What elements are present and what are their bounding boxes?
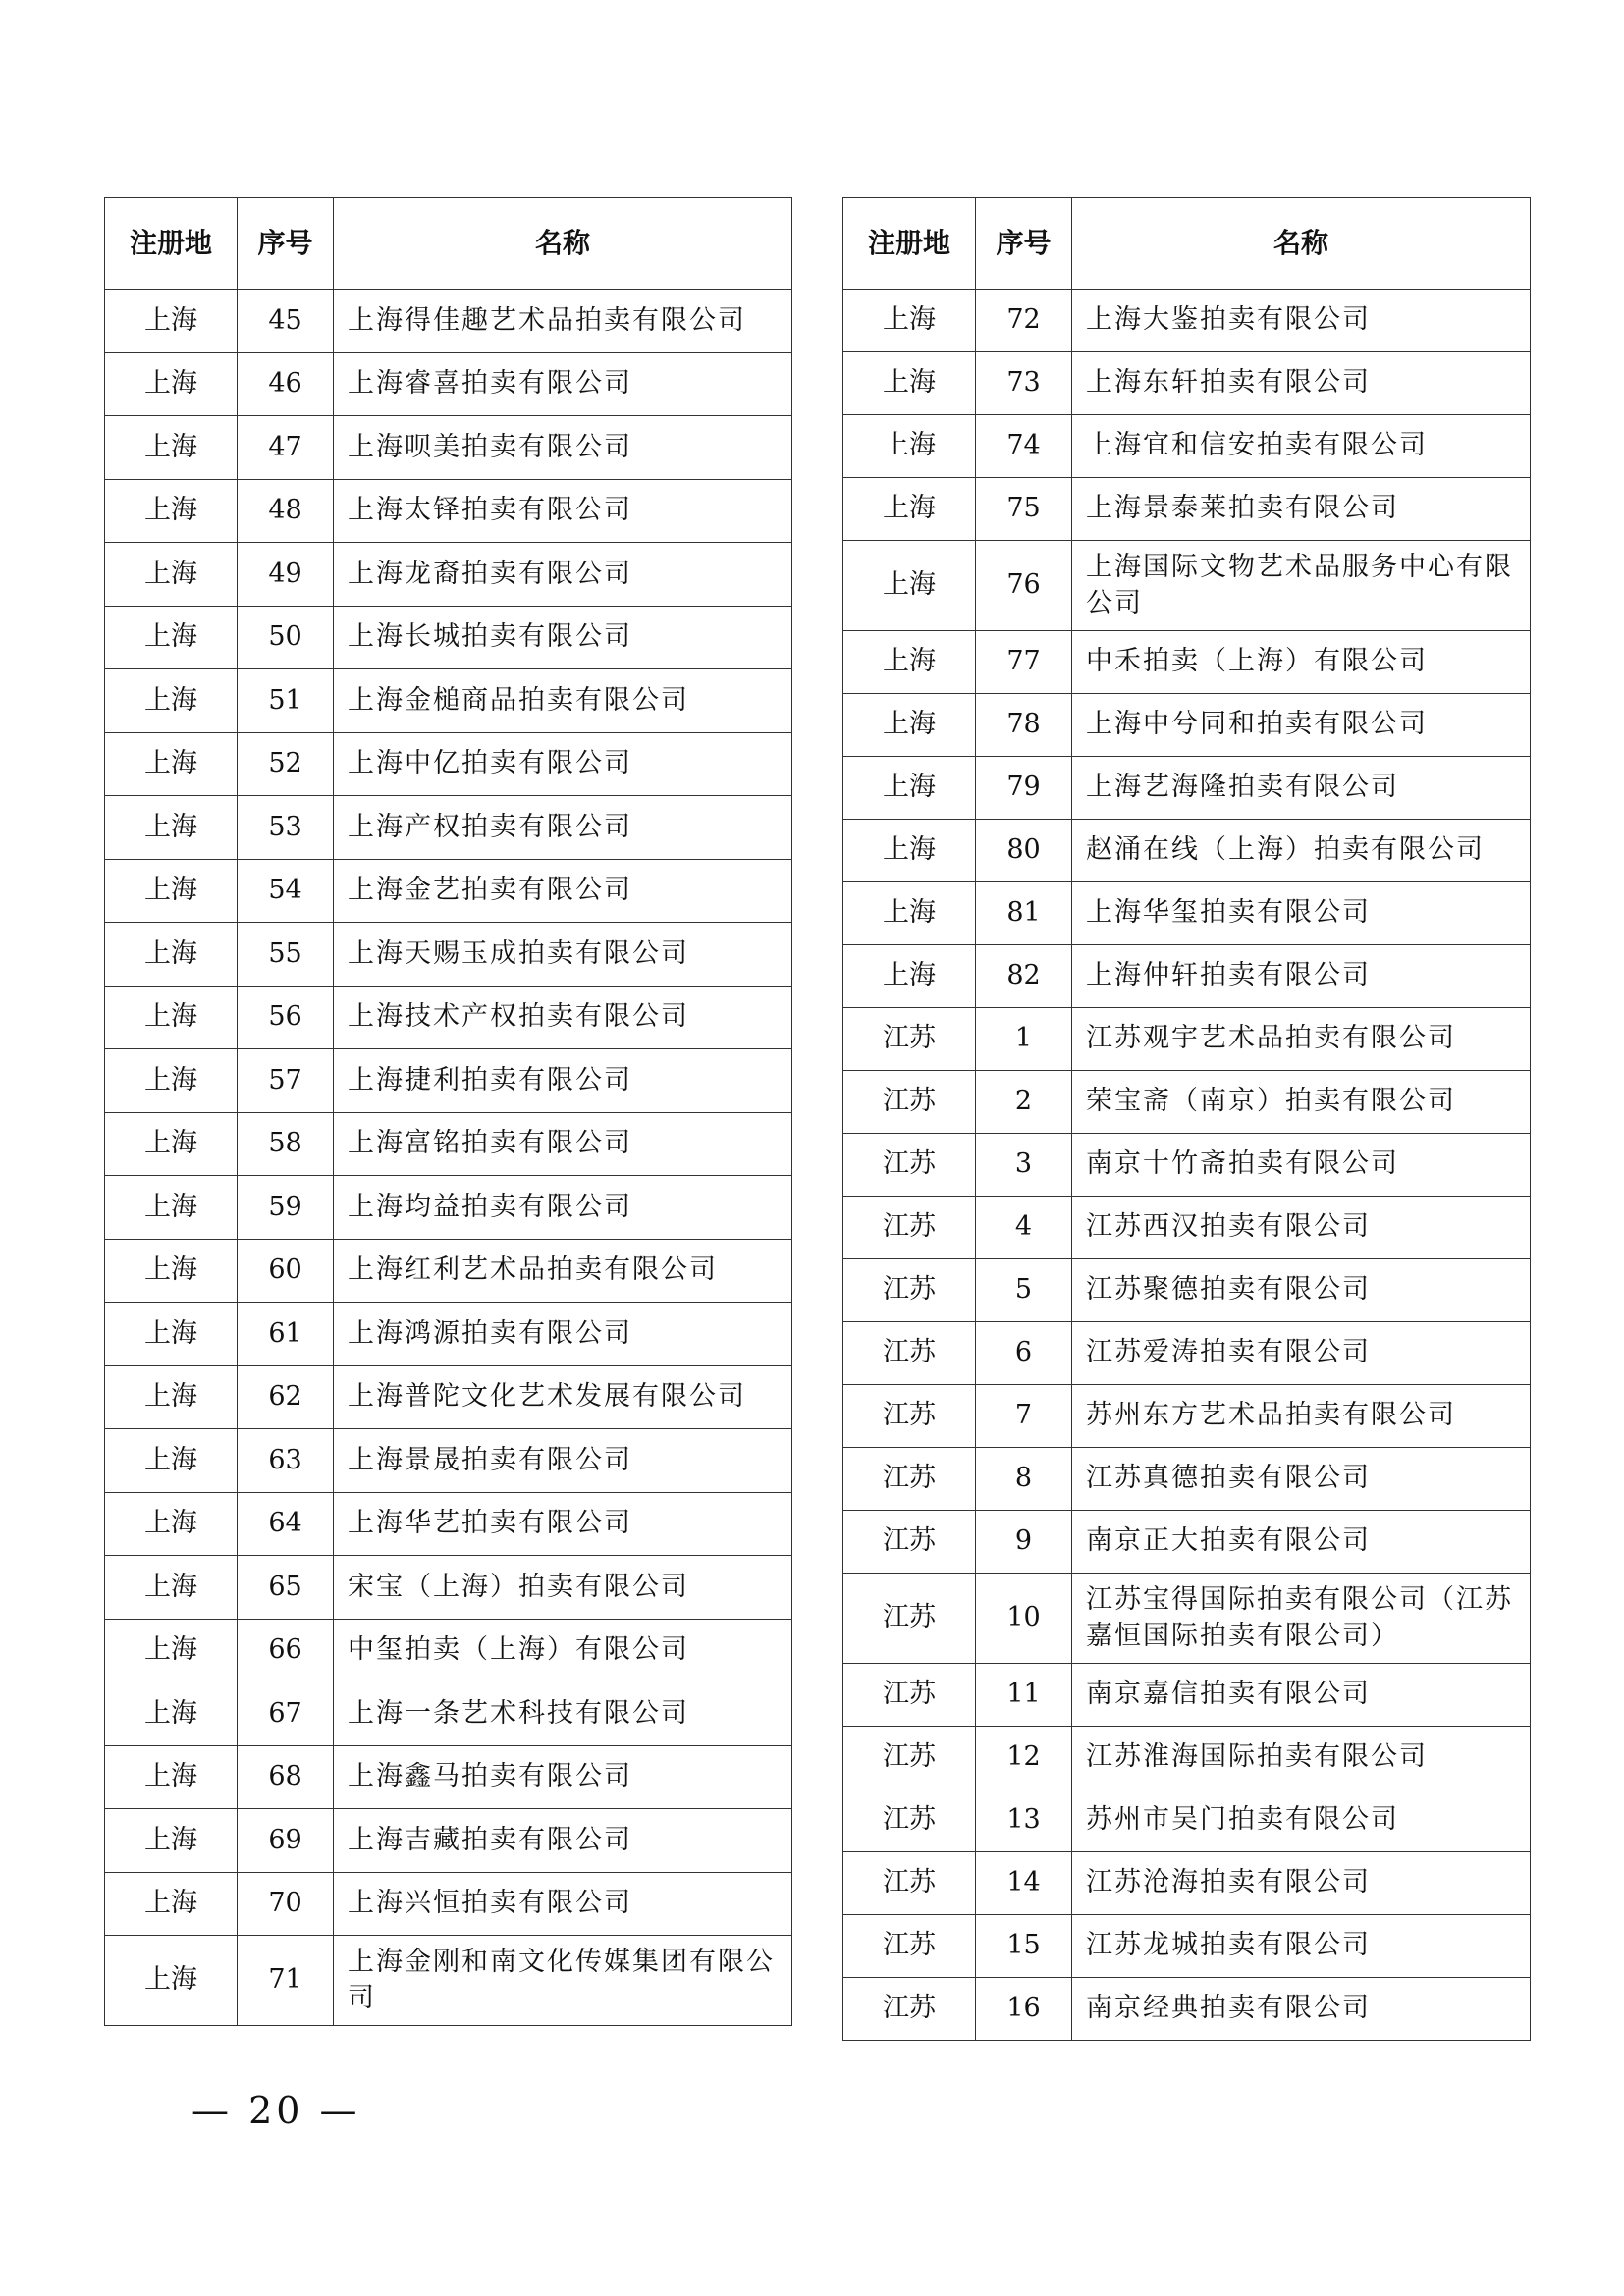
header-place: 注册地 (105, 198, 238, 290)
cell-name: 上海长城拍卖有限公司 (334, 606, 792, 669)
cell-name: 南京嘉信拍卖有限公司 (1072, 1664, 1531, 1727)
cell-place: 上海 (843, 290, 976, 352)
cell-name: 南京十竹斋拍卖有限公司 (1072, 1134, 1531, 1197)
table-row (843, 1852, 1531, 1915)
cell-place: 上海 (105, 1176, 238, 1240)
header-row (843, 198, 1531, 290)
cell-seq: 5 (976, 1259, 1072, 1322)
cell-seq: 60 (238, 1239, 334, 1303)
table-row (105, 1872, 792, 1936)
cell-seq: 7 (976, 1385, 1072, 1448)
cell-name: 上海天赐玉成拍卖有限公司 (334, 923, 792, 987)
cell-name: 中玺拍卖（上海）有限公司 (334, 1619, 792, 1682)
cell-place: 江苏 (843, 1852, 976, 1915)
cell-place: 上海 (105, 1936, 238, 2026)
cell-place: 上海 (105, 1303, 238, 1366)
cell-seq: 80 (976, 820, 1072, 882)
header-name: 名称 (1072, 198, 1531, 290)
cell-place: 上海 (843, 478, 976, 541)
registry-table-left (104, 197, 792, 2026)
table-row (105, 352, 792, 416)
cell-name: 苏州东方艺术品拍卖有限公司 (1072, 1385, 1531, 1448)
table-row (105, 1365, 792, 1429)
cell-place: 上海 (105, 1049, 238, 1113)
header-place: 注册地 (843, 198, 976, 290)
table-row (843, 882, 1531, 945)
cell-place: 上海 (105, 923, 238, 987)
cell-place: 上海 (843, 541, 976, 631)
cell-seq: 61 (238, 1303, 334, 1366)
cell-name: 上海吉藏拍卖有限公司 (334, 1809, 792, 1873)
cell-seq: 70 (238, 1872, 334, 1936)
cell-name: 上海红利艺术品拍卖有限公司 (334, 1239, 792, 1303)
cell-name: 上海金刚和南文化传媒集团有限公司 (334, 1936, 792, 2026)
cell-place: 江苏 (843, 1134, 976, 1197)
cell-seq: 78 (976, 694, 1072, 757)
cell-name: 上海富铭拍卖有限公司 (334, 1112, 792, 1176)
cell-place: 江苏 (843, 1259, 976, 1322)
cell-seq: 77 (976, 631, 1072, 694)
cell-place: 江苏 (843, 1978, 976, 2041)
cell-place: 上海 (843, 352, 976, 415)
cell-name: 上海中亿拍卖有限公司 (334, 732, 792, 796)
table-row (843, 1008, 1531, 1071)
cell-seq: 72 (976, 290, 1072, 352)
table-row (105, 543, 792, 607)
cell-seq: 79 (976, 757, 1072, 820)
cell-seq: 73 (976, 352, 1072, 415)
cell-name: 上海鑫马拍卖有限公司 (334, 1745, 792, 1809)
cell-name: 荣宝斋（南京）拍卖有限公司 (1072, 1071, 1531, 1134)
table-row (105, 1619, 792, 1682)
cell-name: 江苏爱涛拍卖有限公司 (1072, 1322, 1531, 1385)
page-number: — 20 — (191, 2089, 361, 2132)
table-row (105, 669, 792, 733)
cell-place: 上海 (105, 1619, 238, 1682)
table-row (843, 1978, 1531, 2041)
cell-place: 上海 (105, 1745, 238, 1809)
cell-name: 江苏龙城拍卖有限公司 (1072, 1915, 1531, 1978)
cell-name: 上海景晟拍卖有限公司 (334, 1429, 792, 1493)
cell-seq: 71 (238, 1936, 334, 2026)
cell-name: 上海得佳趣艺术品拍卖有限公司 (334, 290, 792, 353)
table-row (843, 694, 1531, 757)
cell-place: 上海 (843, 694, 976, 757)
cell-place: 上海 (105, 606, 238, 669)
table-row (105, 1556, 792, 1620)
table-row (843, 757, 1531, 820)
table-row (843, 290, 1531, 352)
table-row (843, 1727, 1531, 1789)
cell-seq: 1 (976, 1008, 1072, 1071)
cell-seq: 3 (976, 1134, 1072, 1197)
header-seq: 序号 (238, 198, 334, 290)
cell-seq: 48 (238, 479, 334, 543)
cell-name: 南京正大拍卖有限公司 (1072, 1511, 1531, 1574)
cell-place: 上海 (843, 415, 976, 478)
cell-name: 上海产权拍卖有限公司 (334, 796, 792, 860)
table-row (105, 1303, 792, 1366)
table-row (843, 1385, 1531, 1448)
cell-place: 江苏 (843, 1322, 976, 1385)
header-name: 名称 (334, 198, 792, 290)
cell-seq: 53 (238, 796, 334, 860)
cell-name: 上海鸿源拍卖有限公司 (334, 1303, 792, 1366)
cell-place: 上海 (105, 290, 238, 353)
cell-seq: 75 (976, 478, 1072, 541)
table-row (105, 290, 792, 353)
cell-place: 江苏 (843, 1915, 976, 1978)
cell-name: 江苏观宇艺术品拍卖有限公司 (1072, 1008, 1531, 1071)
cell-place: 上海 (105, 1556, 238, 1620)
table-row (843, 1071, 1531, 1134)
header-row (105, 198, 792, 290)
table-row (105, 606, 792, 669)
cell-place: 上海 (105, 986, 238, 1049)
table-row (105, 1492, 792, 1556)
cell-seq: 81 (976, 882, 1072, 945)
cell-seq: 68 (238, 1745, 334, 1809)
cell-name: 江苏聚德拍卖有限公司 (1072, 1259, 1531, 1322)
cell-seq: 82 (976, 945, 1072, 1008)
cell-name: 江苏沧海拍卖有限公司 (1072, 1852, 1531, 1915)
cell-seq: 62 (238, 1365, 334, 1429)
cell-seq: 57 (238, 1049, 334, 1113)
table-row (843, 541, 1531, 631)
table-row (105, 923, 792, 987)
cell-name: 南京经典拍卖有限公司 (1072, 1978, 1531, 2041)
cell-name: 苏州市吴门拍卖有限公司 (1072, 1789, 1531, 1852)
table-row (843, 1915, 1531, 1978)
cell-seq: 46 (238, 352, 334, 416)
cell-seq: 6 (976, 1322, 1072, 1385)
cell-name: 宋宝（上海）拍卖有限公司 (334, 1556, 792, 1620)
table-row (105, 1112, 792, 1176)
table-row (843, 1322, 1531, 1385)
table-row (105, 1176, 792, 1240)
cell-seq: 67 (238, 1682, 334, 1746)
cell-seq: 49 (238, 543, 334, 607)
cell-seq: 50 (238, 606, 334, 669)
cell-seq: 52 (238, 732, 334, 796)
cell-place: 上海 (843, 820, 976, 882)
cell-seq: 15 (976, 1915, 1072, 1978)
registry-table-right (842, 197, 1531, 2041)
cell-seq: 14 (976, 1852, 1072, 1915)
cell-seq: 9 (976, 1511, 1072, 1574)
table-row (105, 416, 792, 480)
cell-place: 江苏 (843, 1664, 976, 1727)
cell-place: 上海 (105, 1429, 238, 1493)
cell-name: 上海金艺拍卖有限公司 (334, 859, 792, 923)
table-row (843, 1789, 1531, 1852)
cell-seq: 4 (976, 1197, 1072, 1259)
cell-name: 上海捷利拍卖有限公司 (334, 1049, 792, 1113)
cell-place: 江苏 (843, 1448, 976, 1511)
table-row (105, 1745, 792, 1809)
cell-name: 上海技术产权拍卖有限公司 (334, 986, 792, 1049)
table-row (843, 631, 1531, 694)
cell-seq: 12 (976, 1727, 1072, 1789)
table-row (105, 1429, 792, 1493)
cell-place: 上海 (843, 631, 976, 694)
cell-seq: 64 (238, 1492, 334, 1556)
cell-place: 上海 (105, 1365, 238, 1429)
table-row (105, 1049, 792, 1113)
table-row (843, 478, 1531, 541)
header-seq: 序号 (976, 198, 1072, 290)
cell-place: 江苏 (843, 1574, 976, 1664)
cell-place: 江苏 (843, 1385, 976, 1448)
table-row (105, 859, 792, 923)
cell-seq: 11 (976, 1664, 1072, 1727)
cell-name: 上海一条艺术科技有限公司 (334, 1682, 792, 1746)
cell-name: 上海均益拍卖有限公司 (334, 1176, 792, 1240)
cell-seq: 10 (976, 1574, 1072, 1664)
table-row (843, 1448, 1531, 1511)
cell-place: 上海 (105, 352, 238, 416)
cell-seq: 55 (238, 923, 334, 987)
cell-name: 上海大鉴拍卖有限公司 (1072, 290, 1531, 352)
cell-name: 上海兴恒拍卖有限公司 (334, 1872, 792, 1936)
cell-place: 上海 (105, 1682, 238, 1746)
cell-seq: 8 (976, 1448, 1072, 1511)
cell-place: 上海 (105, 669, 238, 733)
cell-seq: 2 (976, 1071, 1072, 1134)
cell-place: 上海 (843, 757, 976, 820)
cell-seq: 59 (238, 1176, 334, 1240)
cell-seq: 76 (976, 541, 1072, 631)
cell-seq: 51 (238, 669, 334, 733)
cell-place: 上海 (105, 1872, 238, 1936)
cell-place: 上海 (105, 1492, 238, 1556)
cell-name: 江苏淮海国际拍卖有限公司 (1072, 1727, 1531, 1789)
cell-name: 上海金槌商品拍卖有限公司 (334, 669, 792, 733)
table-row (105, 1239, 792, 1303)
cell-place: 上海 (105, 1112, 238, 1176)
cell-seq: 16 (976, 1978, 1072, 2041)
table-row (105, 1809, 792, 1873)
table-row (843, 945, 1531, 1008)
cell-name: 赵涌在线（上海）拍卖有限公司 (1072, 820, 1531, 882)
cell-name: 上海华艺拍卖有限公司 (334, 1492, 792, 1556)
cell-seq: 54 (238, 859, 334, 923)
cell-name: 上海华玺拍卖有限公司 (1072, 882, 1531, 945)
cell-name: 上海睿喜拍卖有限公司 (334, 352, 792, 416)
cell-seq: 45 (238, 290, 334, 353)
cell-place: 江苏 (843, 1727, 976, 1789)
cell-name: 上海普陀文化艺术发展有限公司 (334, 1365, 792, 1429)
cell-name: 上海国际文物艺术品服务中心有限公司 (1072, 541, 1531, 631)
cell-name: 江苏西汉拍卖有限公司 (1072, 1197, 1531, 1259)
table-row (843, 352, 1531, 415)
cell-name: 中禾拍卖（上海）有限公司 (1072, 631, 1531, 694)
table-row (105, 732, 792, 796)
cell-place: 江苏 (843, 1008, 976, 1071)
cell-seq: 56 (238, 986, 334, 1049)
cell-place: 江苏 (843, 1511, 976, 1574)
cell-place: 上海 (105, 416, 238, 480)
table-row (843, 1134, 1531, 1197)
cell-place: 上海 (105, 859, 238, 923)
cell-seq: 66 (238, 1619, 334, 1682)
cell-name: 上海太铎拍卖有限公司 (334, 479, 792, 543)
cell-name: 上海仲轩拍卖有限公司 (1072, 945, 1531, 1008)
cell-seq: 65 (238, 1556, 334, 1620)
table-row (105, 479, 792, 543)
cell-seq: 63 (238, 1429, 334, 1493)
table-row (843, 1664, 1531, 1727)
table-row (843, 1197, 1531, 1259)
cell-place: 江苏 (843, 1789, 976, 1852)
cell-place: 上海 (843, 882, 976, 945)
cell-name: 上海宜和信安拍卖有限公司 (1072, 415, 1531, 478)
table-row (843, 820, 1531, 882)
table-row (843, 1574, 1531, 1664)
cell-place: 上海 (105, 1809, 238, 1873)
cell-name: 上海呗美拍卖有限公司 (334, 416, 792, 480)
cell-seq: 74 (976, 415, 1072, 478)
table-row (843, 415, 1531, 478)
cell-name: 上海东轩拍卖有限公司 (1072, 352, 1531, 415)
cell-seq: 47 (238, 416, 334, 480)
cell-seq: 13 (976, 1789, 1072, 1852)
cell-name: 上海景泰莱拍卖有限公司 (1072, 478, 1531, 541)
table-row (105, 796, 792, 860)
table-row (105, 1936, 792, 2026)
table-row (105, 1682, 792, 1746)
cell-name: 江苏真德拍卖有限公司 (1072, 1448, 1531, 1511)
cell-seq: 69 (238, 1809, 334, 1873)
cell-name: 上海龙裔拍卖有限公司 (334, 543, 792, 607)
cell-place: 江苏 (843, 1071, 976, 1134)
cell-name: 上海艺海隆拍卖有限公司 (1072, 757, 1531, 820)
cell-place: 上海 (843, 945, 976, 1008)
cell-place: 上海 (105, 479, 238, 543)
table-row (843, 1259, 1531, 1322)
cell-place: 上海 (105, 1239, 238, 1303)
cell-place: 上海 (105, 732, 238, 796)
cell-place: 上海 (105, 543, 238, 607)
table-row (843, 1511, 1531, 1574)
table-row (105, 986, 792, 1049)
cell-name: 上海中兮同和拍卖有限公司 (1072, 694, 1531, 757)
cell-name: 江苏宝得国际拍卖有限公司（江苏嘉恒国际拍卖有限公司） (1072, 1574, 1531, 1664)
cell-seq: 58 (238, 1112, 334, 1176)
cell-place: 上海 (105, 796, 238, 860)
cell-place: 江苏 (843, 1197, 976, 1259)
